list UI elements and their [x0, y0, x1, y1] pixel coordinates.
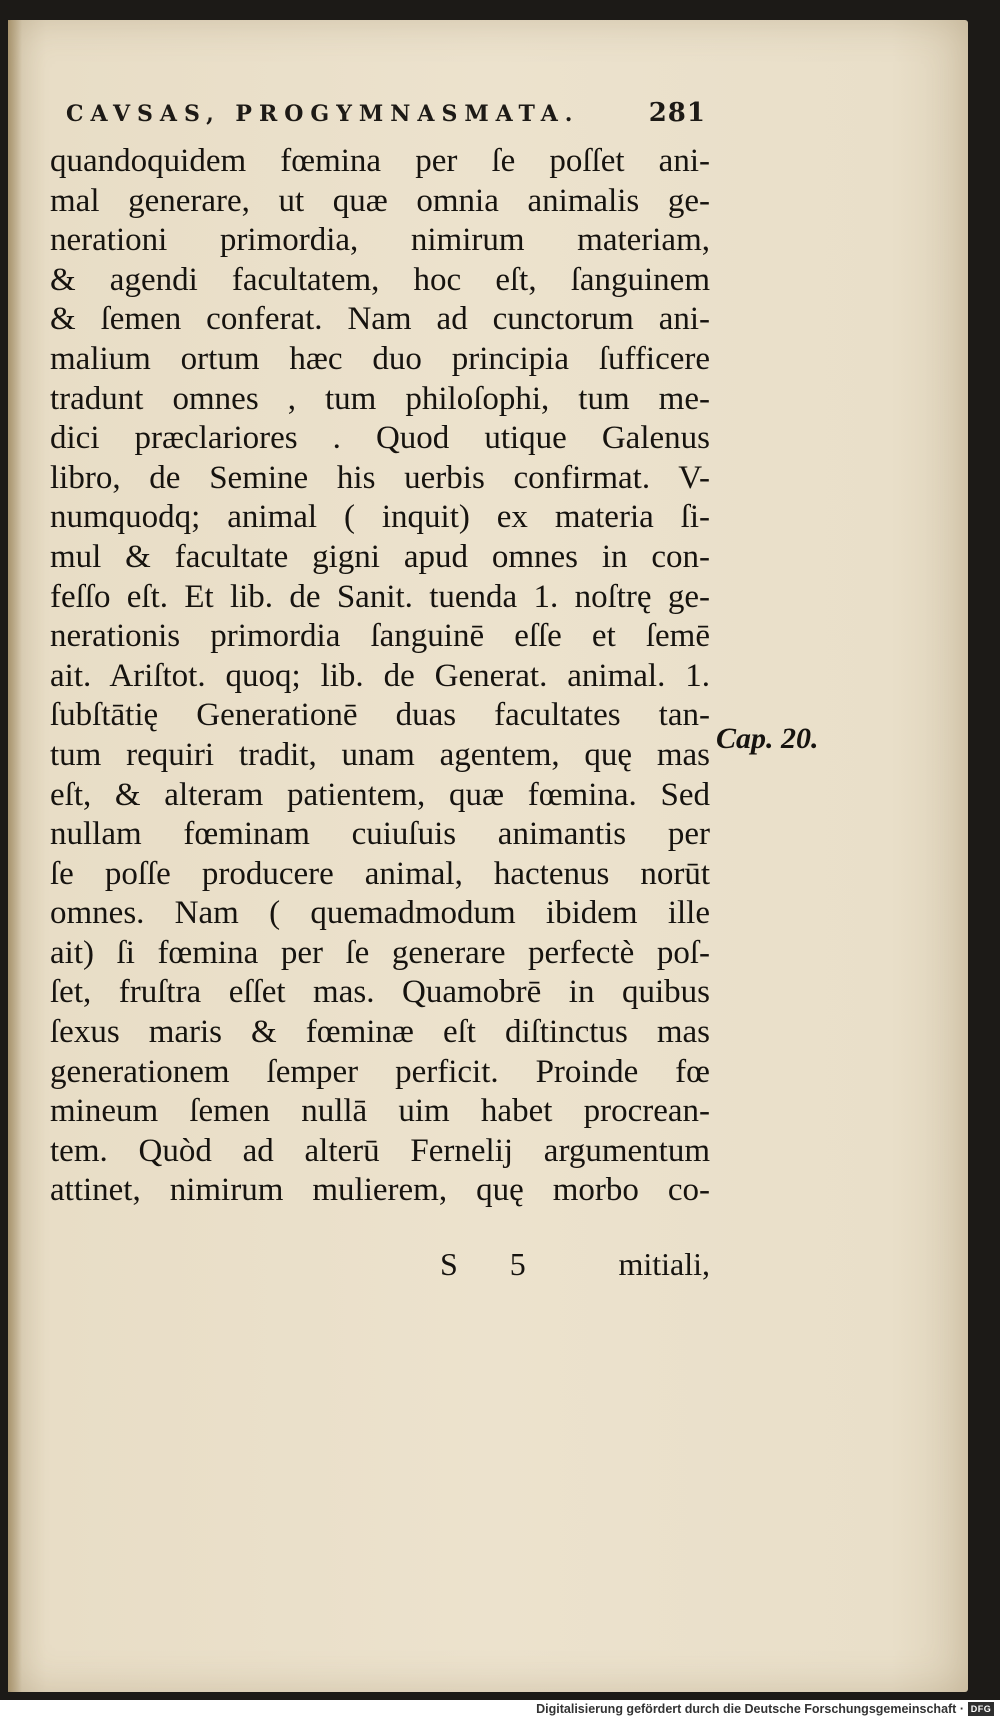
text-line: tradunt omnes , tum philoſophi, tum me-	[50, 380, 710, 417]
text-line: mineum ſemen nullā uim habet procrean-	[50, 1093, 710, 1130]
text-line: mul & facultate gigni apud omnes in con-	[50, 538, 710, 575]
text-line: mal generare, ut quæ omnia animalis ge-	[50, 182, 710, 219]
catchword: mitiali,	[618, 1246, 710, 1282]
text-line: attinet, nimirum mulierem, quę morbo co-	[50, 1172, 710, 1209]
text-line: libro, de Semine his uerbis confirmat. V-	[50, 459, 710, 496]
text-line: generationem ſemper perficit. Proinde fœ	[50, 1053, 710, 1090]
text-line: ſubſtātię Generationē duas facultates tan-	[50, 697, 710, 734]
text-line: ſe poſſe producere animal, hactenus norūt	[50, 855, 710, 892]
body-text	[50, 142, 710, 1211]
text-line: ſexus maris & fœminæ eſt diſtinctus mas	[50, 1014, 710, 1051]
text-line: nullam fœminam cuiuſuis animantis per	[50, 816, 710, 853]
running-head	[66, 98, 706, 128]
marginal-note: Cap. 20.	[716, 722, 819, 755]
text-line: & agendi facultatem, hoc eſt, ſanguinem	[50, 261, 710, 298]
signature-mark: S 5	[440, 1246, 548, 1282]
text-line: feſſo eſt. Et lib. de Sanit. tuenda 1. noſtrę ge-	[50, 578, 710, 615]
text-line: ſet, fruſtra eſſet mas. Quamobrē in quibus	[50, 974, 710, 1011]
text-line: & ſemen conferat. Nam ad cunctorum ani-	[50, 301, 710, 338]
text-line: dici præclariores . Quod utique Galenus	[50, 420, 710, 457]
funding-credit: Digitalisierung gefördert durch die Deutsche Forschungsgemeinschaft ·	[536, 1702, 964, 1716]
text-line: tem. Quòd ad alterū Fernelij argumentum	[50, 1132, 710, 1169]
text-line: numquodq; animal ( inquit) ex materia ſi-	[50, 499, 710, 536]
text-line: ait) ſi fœmina per ſe generare perfectè poſ-	[50, 934, 710, 971]
text-line: omnes. Nam ( quemadmodum ibidem ille	[50, 895, 710, 932]
text-line: quandoquidem fœmina per ſe poſſet ani-	[50, 143, 710, 179]
catchline	[440, 1246, 710, 1283]
text-line: nerationis primordia ſanguinē eſſe et ſemē	[50, 618, 710, 655]
text-line: tum requiri tradit, unam agentem, quę mas	[50, 736, 710, 773]
text-line: ait. Ariſtot. quoq; lib. de Generat. animal. 1.	[50, 657, 710, 694]
dfg-logo: DFG	[968, 1702, 994, 1716]
text-line: eſt, & alteram patientem, quæ fœmina. Sed	[50, 776, 710, 813]
running-title: CAVSAS, PROGYMNASMATA.	[66, 101, 580, 127]
page-number: 281	[648, 98, 706, 128]
spine-shadow	[8, 20, 22, 1692]
text-line: nerationi primordia, nimirum materiam,	[50, 222, 710, 259]
text-line: malium ortum hæc duo principia ſufficere	[50, 340, 710, 377]
